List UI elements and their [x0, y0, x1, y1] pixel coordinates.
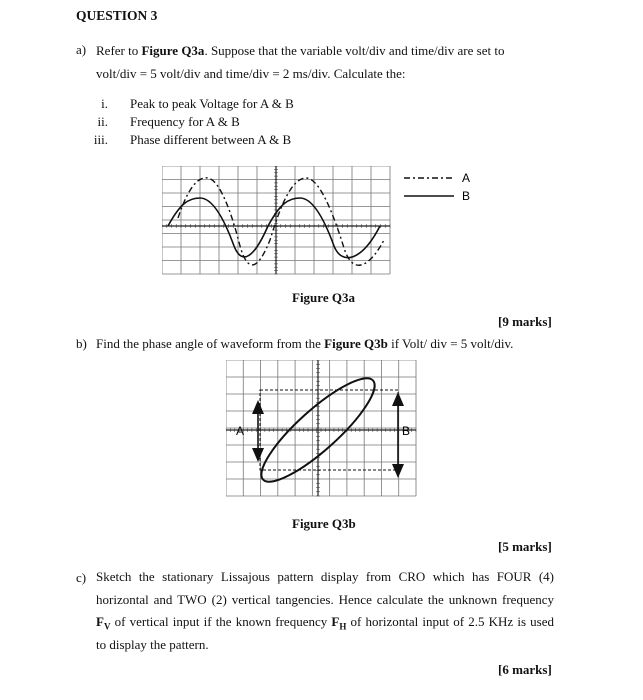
part-a-marks: [9 marks] — [498, 314, 552, 329]
part-b-text-pre: Find the phase angle of waveform from the — [96, 336, 325, 351]
figure-q3b-grid — [226, 360, 416, 496]
part-a-intro — [96, 40, 554, 62]
part-a-intro-line2: volt/div = 5 volt/div and time/div = 2 ms/div. Calculate the: — [96, 66, 406, 81]
fv-main: F — [96, 614, 104, 629]
fh-main: F — [331, 614, 340, 629]
arrow-a-head-up — [252, 400, 264, 414]
part-c-marks: [6 marks] — [498, 662, 552, 677]
item-ii-text: Frequency for A & B — [130, 114, 240, 129]
part-b-label: b) — [76, 336, 87, 351]
part-c-line1: Sketch the stationary Lissajous pattern display from CRO which has FOUR (4) — [96, 569, 554, 584]
part-c-line4: to display the pattern. — [96, 637, 209, 652]
fv-sub: V — [103, 621, 111, 632]
label-a: A — [236, 424, 245, 438]
fh-sub: H — [339, 621, 347, 632]
figure-q3a-caption: Figure Q3a — [292, 290, 355, 305]
part-c-line3 — [96, 611, 554, 638]
question-title: QUESTION 3 — [76, 8, 158, 23]
part-c-line3-post: of horizontal input of 2.5 KHz is used — [346, 614, 554, 629]
part-a-label: a) — [76, 42, 87, 57]
arrow-b-head-down — [392, 464, 404, 478]
part-a-intro-post: . Suppose that the variable volt/div and time/div are set to — [204, 43, 505, 58]
item-i-text: Peak to peak Voltage for A & B — [130, 96, 294, 111]
item-iii-text: Phase different between A & B — [130, 132, 292, 147]
part-b-text — [96, 336, 513, 352]
figure-q3b-caption: Figure Q3b — [292, 516, 356, 531]
fh-symbol — [331, 614, 347, 632]
figure-q3a — [162, 166, 394, 276]
item-ii-num: ii. — [97, 114, 108, 129]
legend-b-label: B — [462, 189, 471, 203]
part-c-line2: horizontal and TWO (2) vertical tangencies. Hence calculate the unknown frequency — [96, 592, 554, 607]
figure-q3b — [226, 360, 418, 498]
figure-q3a-ref: Figure Q3a — [141, 43, 205, 58]
arrow-a-head-down — [252, 448, 264, 462]
legend-a-label: A — [462, 171, 471, 185]
figure-q3b-ref: Figure Q3b — [324, 336, 388, 351]
waveform-a — [178, 178, 384, 265]
label-b: B — [402, 424, 411, 438]
item-i-num: i. — [101, 96, 108, 111]
part-b-marks: [5 marks] — [498, 539, 552, 554]
part-b-text-post: if Volt/ div = 5 volt/div. — [387, 336, 514, 351]
part-c-label: c) — [76, 570, 87, 585]
figure-q3a-legend — [400, 168, 480, 208]
part-c-line3-mid: of vertical input if the known frequency — [110, 614, 332, 629]
item-iii-num: iii. — [93, 132, 108, 147]
fv-symbol — [96, 614, 111, 632]
part-a-intro-pre: Refer to — [96, 43, 142, 58]
